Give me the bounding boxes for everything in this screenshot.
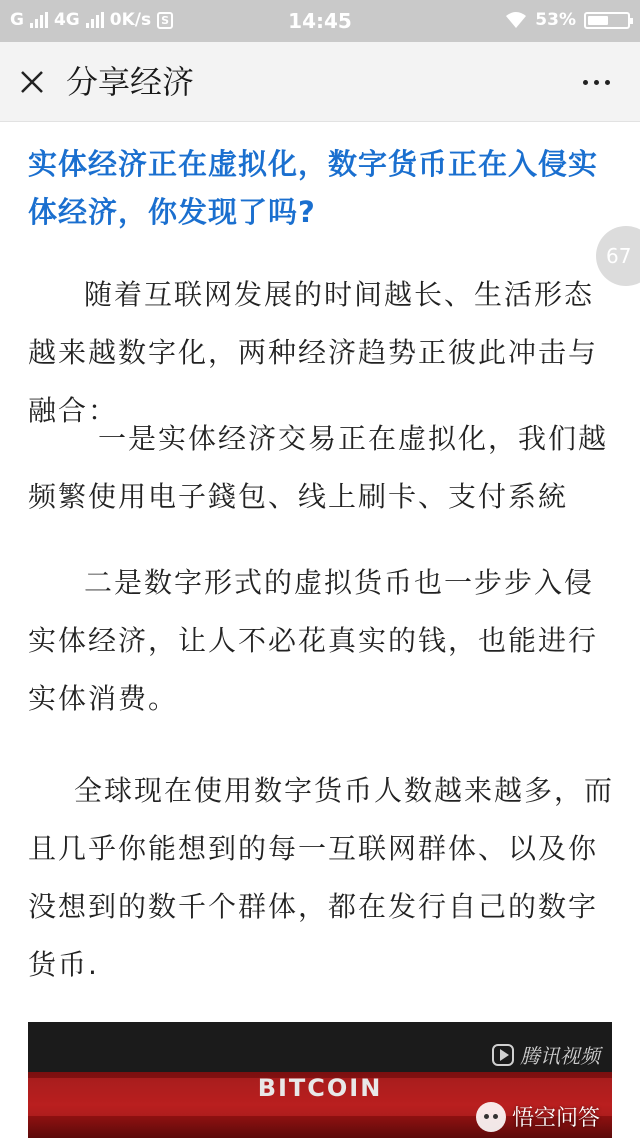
nav-bar — [0, 42, 640, 122]
article-paragraph-2: 一是实体经济交易正在虚拟化，我们越频繁使用电子錢包、线上刷卡、支付系統 — [28, 422, 609, 513]
page-count-badge[interactable]: 67 — [596, 226, 640, 286]
battery-fill — [588, 16, 608, 25]
wifi-icon — [505, 11, 527, 29]
wukong-logo-icon — [476, 1102, 506, 1132]
video-provider: 腾讯视频 — [520, 1044, 600, 1068]
page-title: 分享经济 — [66, 63, 195, 101]
status-time: 14:45 — [288, 9, 352, 33]
tencent-video-logo — [492, 1040, 600, 1069]
more-menu-icon[interactable] — [583, 80, 610, 85]
article-paragraph-3: 二是数字形式的虚拟货币也一步步入侵实体经济，让人不必花真实的钱，也能进行实体消费。 — [28, 566, 599, 715]
video-player[interactable] — [28, 1022, 612, 1138]
battery-icon — [584, 12, 630, 29]
network-label: G — [10, 10, 24, 30]
battery-percent: 53% — [535, 10, 576, 30]
network-4g-label: 4G — [53, 10, 80, 30]
watermark — [476, 1101, 600, 1132]
s-badge-icon: S — [157, 12, 173, 29]
play-logo-icon — [492, 1044, 514, 1066]
network-speed: 0K/s — [109, 10, 152, 30]
watermark-text: 悟空问答 — [511, 1106, 600, 1131]
video-caption: BITCOIN — [257, 1074, 383, 1102]
status-bar — [0, 0, 640, 42]
article-paragraph-1: 随着互联网发展的时间越长、生活形态越来越数字化，两种经济趋势正彼此冲击与融合： — [28, 278, 599, 427]
article-paragraph-4: 全球现在使用数字货币人数越来越多，而且几乎你能想到的每一互联网群体、以及你没想到的数千个群体，都在发行自己的数字货币. — [28, 774, 615, 981]
close-icon[interactable] — [20, 70, 44, 94]
article-title[interactable]: 实体经济正在虚拟化，数字货币正在入侵实体经济，你发现了吗? — [28, 147, 599, 229]
status-right — [505, 10, 630, 30]
